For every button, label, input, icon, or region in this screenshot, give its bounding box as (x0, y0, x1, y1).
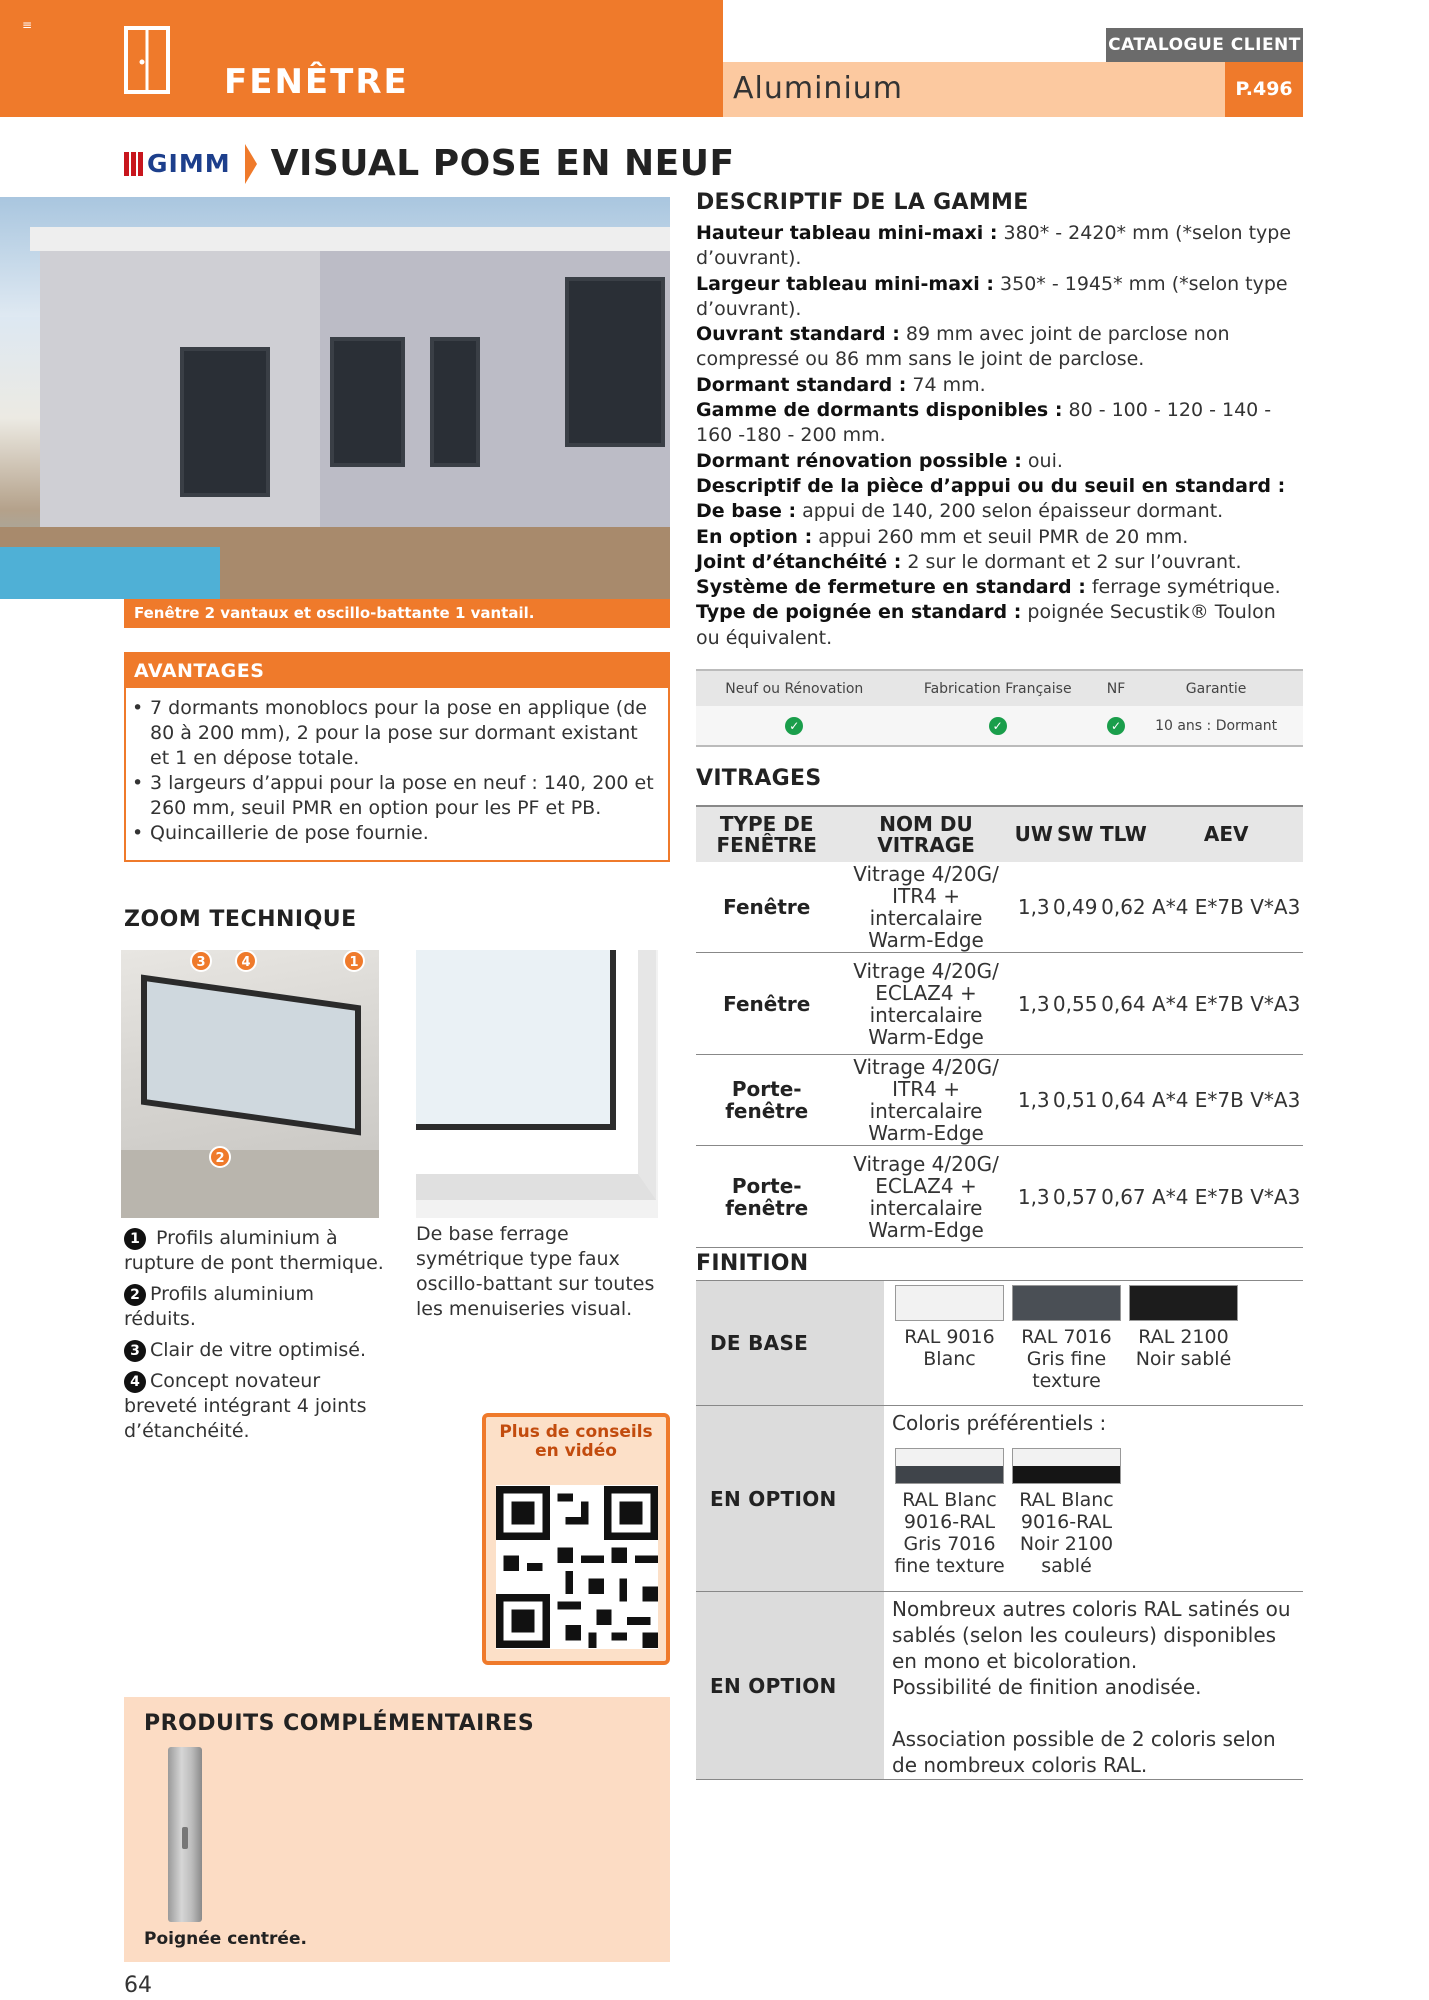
color-swatch: RAL 2100 Noir sablé (1126, 1285, 1241, 1392)
desc-line: En option : appui 260 mm et seuil PMR de 20 mm. (696, 525, 1189, 548)
descriptif-section (696, 190, 1303, 651)
produits-caption: Poignée centrée. (144, 1929, 307, 1949)
technical-notes (124, 1226, 384, 1450)
marker-3: 3 (190, 950, 212, 972)
table-header: UW (1015, 806, 1053, 862)
finition-row-base (696, 1281, 1303, 1406)
list-item: • 7 dormants monoblocs pour la pose en applique (de 80 à 200 mm), 2 pour la pose sur dormant existant et 1 en dépose totale. (132, 696, 658, 771)
technical-detail-image (121, 950, 379, 1218)
table-header: Neuf ou Rénovation (696, 670, 893, 706)
chevron-right-icon (245, 144, 257, 184)
menu-icon[interactable]: ≡ (22, 18, 33, 32)
row-label: EN OPTION (696, 1406, 884, 1591)
section-title: FENÊTRE (224, 62, 409, 102)
avantages-box (124, 652, 670, 862)
video-qr-box[interactable] (482, 1413, 670, 1665)
brand-title-row (124, 143, 735, 184)
desc-line: Système de fermeture en standard : ferrage symétrique. (696, 576, 1281, 599)
desc-line: Type de poignée en standard : poignée Secustik® Toulon ou équivalent. (696, 601, 1276, 649)
swatch-color (1129, 1285, 1238, 1321)
tech-note: 2 Profils aluminium réduits. (124, 1283, 314, 1330)
marker-2: 2 (209, 1146, 231, 1168)
table-header: TYPE DE FENÊTRE (696, 806, 837, 862)
handle-image (168, 1747, 202, 1922)
finition-title: FINITION (696, 1251, 809, 1276)
certification-table (696, 669, 1303, 747)
check-icon: ✓ (1107, 717, 1125, 735)
list-item: • 3 largeurs d’appui pour la pose en neuf : 140, 200 et 260 mm, seuil PMR en option pour les PF et PB. (132, 771, 658, 821)
desc-line: Descriptif de la pièce d’appui ou du seuil en standard : (696, 474, 1286, 497)
brand-logo (124, 149, 231, 178)
swatch-color (1012, 1448, 1121, 1484)
tech-note: 4 Concept novateur breveté intégrant 4 joints d’étanchéité. (124, 1370, 367, 1442)
tech-note: 1 Profils aluminium à rupture de pont thermique. (124, 1227, 384, 1274)
color-swatch: RAL 7016 Gris fine texture (1009, 1285, 1124, 1392)
swatch-list (892, 1448, 1295, 1577)
finition-row-option (696, 1406, 1303, 1592)
subsection-bar (723, 62, 1303, 117)
marker-4: 4 (235, 950, 257, 972)
check-icon: ✓ (989, 717, 1007, 735)
number-badge-icon: 3 (124, 1340, 146, 1362)
ferrage-note: De base ferrage symétrique type faux oscillo-battant sur toutes les menuiseries visual. (416, 1223, 655, 1320)
row-label: EN OPTION (696, 1592, 884, 1779)
color-swatch: RAL 9016 Blanc (892, 1285, 1007, 1392)
zoom-technique-title: ZOOM TECHNIQUE (124, 907, 357, 932)
catalogue-badge: CATALOGUE CLIENT (1106, 28, 1303, 62)
option-intro: Coloris préférentiels : (892, 1411, 1107, 1435)
produits-title: PRODUITS COMPLÉMENTAIRES (144, 1711, 535, 1736)
tech-note: 3 Clair de vitre optimisé. (124, 1338, 384, 1363)
number-badge-icon: 2 (124, 1284, 146, 1306)
guarantee-value: 10 ans : Dormant (1129, 706, 1303, 746)
finition-row-option-2: EN OPTION Nombreux autres coloris RAL satinés ou sablés (selon les couleurs) disponibles en mono et bicoloration. Possibilité de finition anodisée. Association possible de 2 coloris selon de nombreux coloris RAL. (696, 1592, 1303, 1780)
avantages-list (126, 688, 668, 846)
swatch-list (892, 1285, 1295, 1392)
product-photo (0, 197, 670, 599)
number-badge-icon: 4 (124, 1371, 146, 1393)
photo-caption: Fenêtre 2 vantaux et oscillo-battante 1 vantail. (124, 599, 670, 628)
desc-line: Dormant standard : 74 mm. (696, 373, 986, 396)
page-title: VISUAL POSE EN NEUF (270, 143, 735, 184)
swatch-color (895, 1448, 1004, 1484)
avantages-title: AVANTAGES (126, 654, 668, 688)
table-row: Fenêtre Vitrage 4/20G/ ECLAZ4 + intercalaire Warm-Edge 1,3 0,55 0,64 A*4 E*7B V*A3 (696, 953, 1303, 1055)
vitrages-table (696, 805, 1303, 1248)
qr-title: Plus de conseils en vidéo (499, 1422, 653, 1461)
complementary-products (124, 1697, 670, 1962)
color-swatch: RAL Blanc 9016-RAL Noir 2100 sablé (1009, 1448, 1124, 1577)
desc-line: Ouvrant standard : 89 mm avec joint de parclose non compressé ou 86 mm sans le joint de parclose. (696, 323, 1230, 371)
table-row: Porte-fenêtre Vitrage 4/20G/ ITR4 + intercalaire Warm-Edge 1,3 0,51 0,64 A*4 E*7B V*A3 (696, 1055, 1303, 1146)
desc-line: De base : appui de 140, 200 selon épaisseur dormant. (696, 500, 1224, 523)
page-ref-badge: P.496 (1225, 62, 1303, 117)
swatch-color (895, 1285, 1004, 1321)
desc-line: Largeur tableau mini-maxi : 350* - 1945* mm (*selon type d’ouvrant). (696, 272, 1288, 320)
brand-logo-mark (124, 152, 143, 176)
ferrage-detail-image (416, 950, 658, 1218)
table-header: Fabrication Française (893, 670, 1103, 706)
page-number: 64 (124, 1973, 152, 1998)
check-icon: ✓ (785, 717, 803, 735)
door-icon (124, 26, 170, 94)
descriptif-body (696, 221, 1303, 651)
desc-line: Joint d’étanchéité : 2 sur le dormant et 2 sur l’ouvrant. (696, 550, 1242, 573)
desc-line: Gamme de dormants disponibles : 80 - 100 - 120 - 140 - 160 -180 - 200 mm. (696, 399, 1272, 447)
table-row: Porte-fenêtre Vitrage 4/20G/ ECLAZ4 + intercalaire Warm-Edge 1,3 0,57 0,67 A*4 E*7B V*A3 (696, 1146, 1303, 1248)
qr-code-icon[interactable] (496, 1485, 658, 1649)
subsection-title: Aluminium (733, 71, 904, 106)
marker-1: 1 (343, 950, 365, 972)
table-header: NF (1103, 670, 1129, 706)
color-swatch: RAL Blanc 9016-RAL Gris 7016 fine texture (892, 1448, 1007, 1577)
table-header: NOM DU VITRAGE (837, 806, 1014, 862)
desc-line: Dormant rénovation possible : oui. (696, 449, 1063, 472)
table-header: SW (1053, 806, 1098, 862)
swatch-color (1012, 1285, 1121, 1321)
table-header: AEV (1149, 806, 1303, 862)
vitrages-title: VITRAGES (696, 766, 822, 791)
table-header: Garantie (1129, 670, 1303, 706)
row-label: DE BASE (696, 1281, 884, 1405)
finition-table (696, 1280, 1303, 1780)
section-header (0, 0, 723, 117)
table-row: Fenêtre Vitrage 4/20G/ ITR4 + intercalaire Warm-Edge 1,3 0,49 0,62 A*4 E*7B V*A3 (696, 862, 1303, 953)
number-badge-icon: 1 (124, 1228, 146, 1250)
desc-line: Hauteur tableau mini-maxi : 380* - 2420* mm (*selon type d’ouvrant). (696, 222, 1292, 270)
table-header: TLW (1097, 806, 1149, 862)
descriptif-title: DESCRIPTIF DE LA GAMME (696, 190, 1029, 215)
brand-name: GIMM (147, 149, 231, 178)
list-item: • Quincaillerie de pose fournie. (132, 821, 658, 846)
